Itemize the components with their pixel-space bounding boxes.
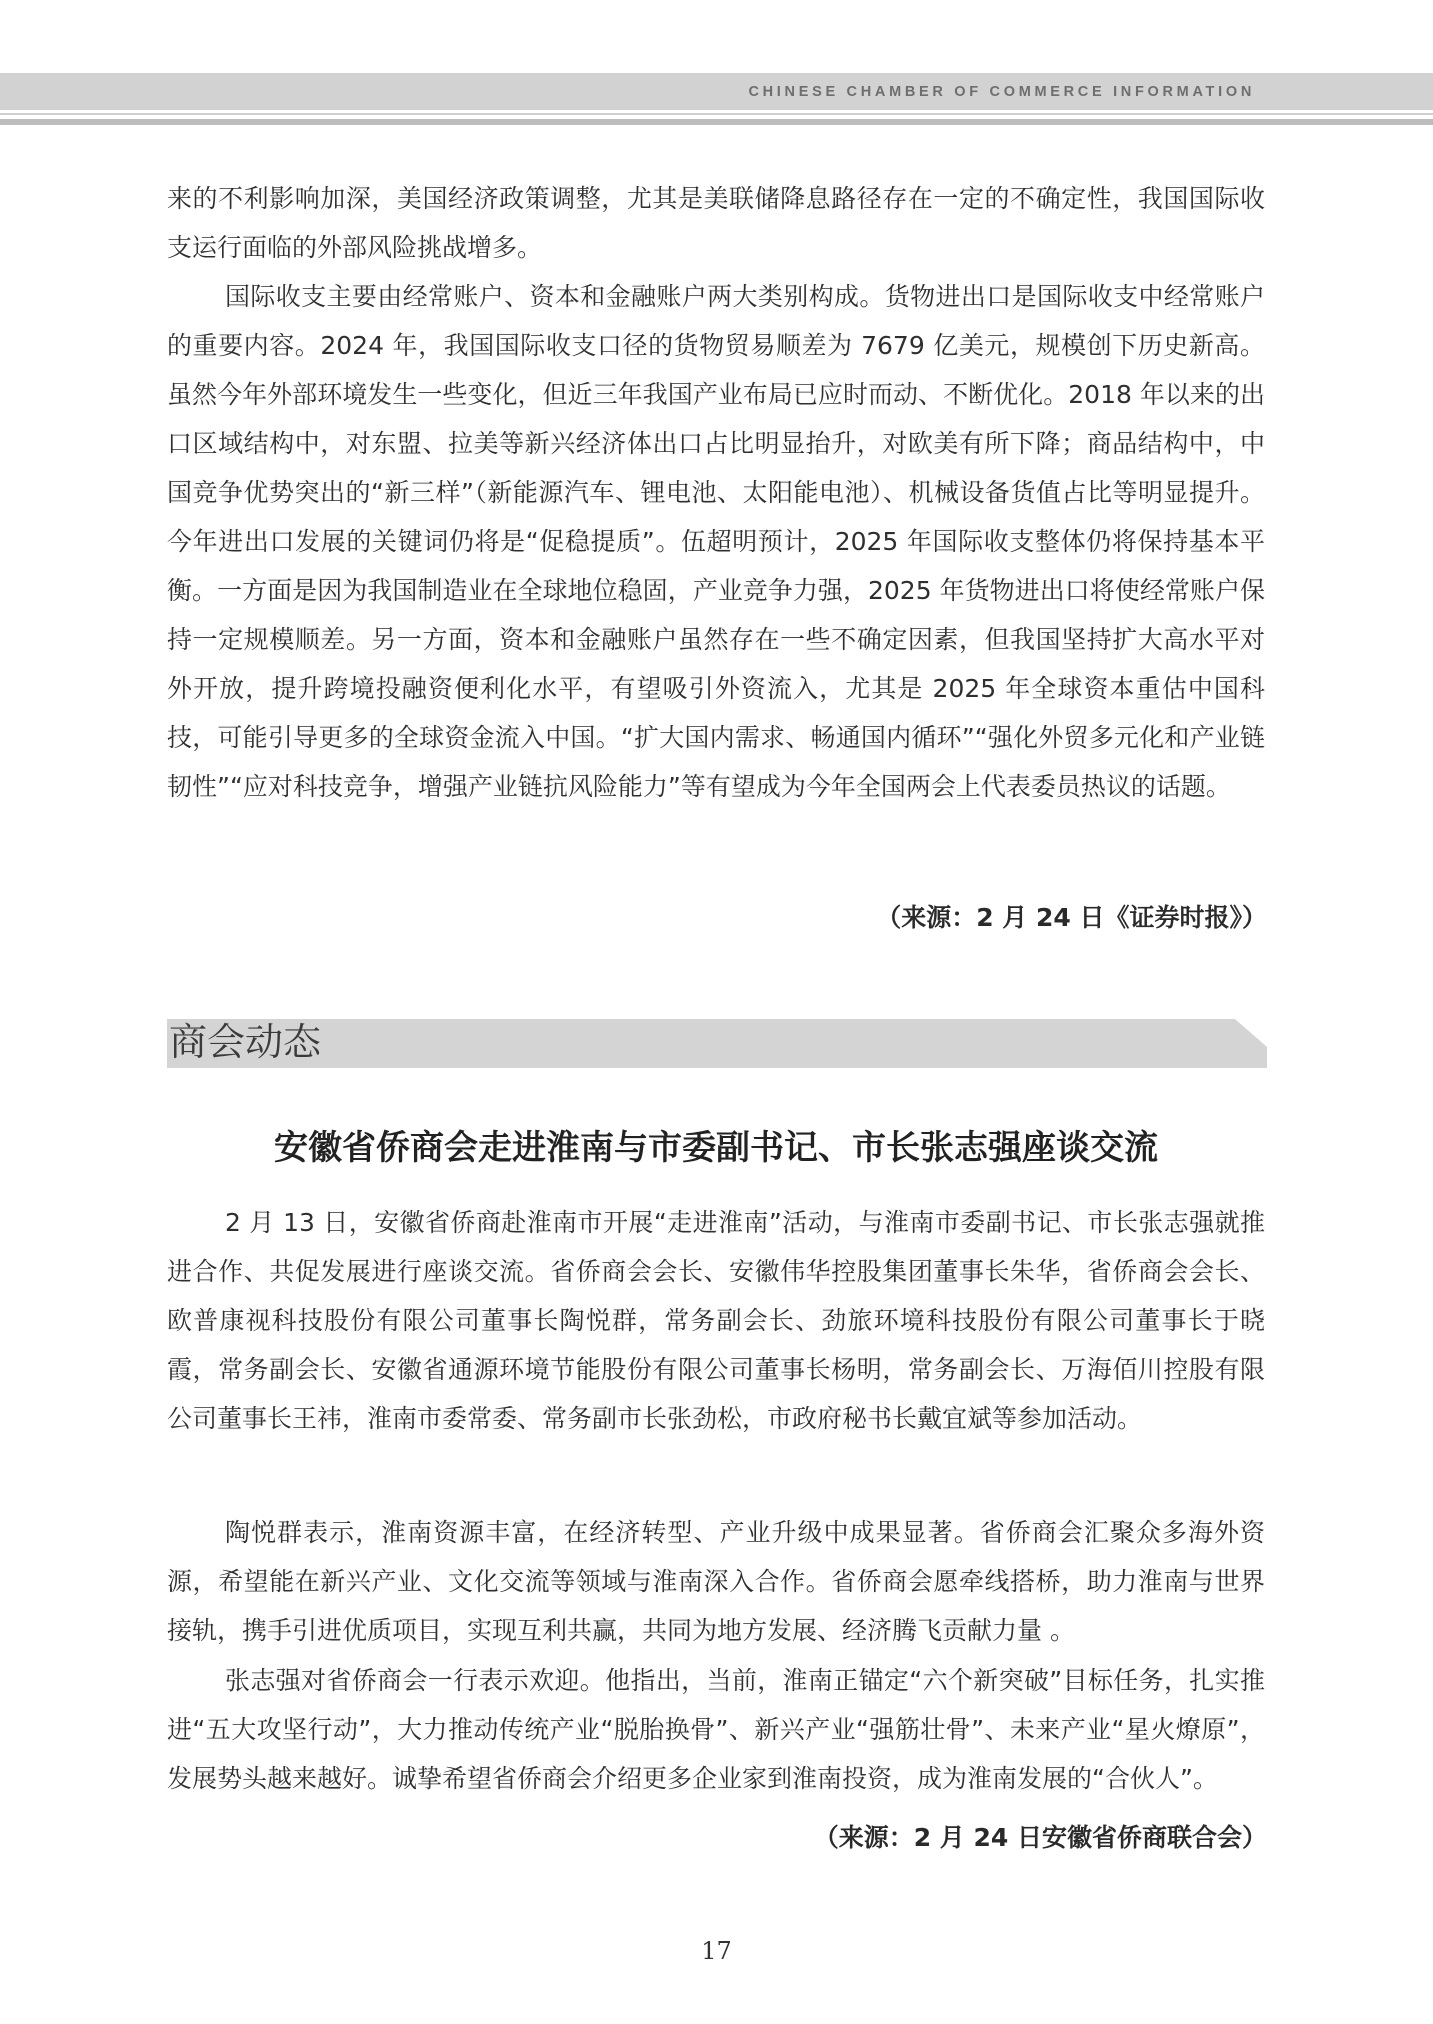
article2-source: （来源：2 月 24 日安徽省侨商联合会）	[813, 1823, 1267, 1852]
section-title: 商会动态	[169, 1020, 322, 1064]
page-number: 17	[701, 1937, 732, 1965]
article2-paragraph-2: 陶悦群表示，淮南资源丰富，在经济转型、产业升级中成果显著。省侨商会汇聚众多海外资源，希望能在新兴产业、文化交流等领域与淮南深入合作。省侨商会愿牵线搭桥，助力淮南与世界接轨，携手引进优质项目，实现互利共赢，共同为地方发展、经济腾飞贡献力量 。	[167, 1518, 1265, 1645]
section-banner	[167, 1019, 1267, 1068]
article1-paragraph-2: 国际收支主要由经常账户、资本和金融账户两大类别构成。货物进出口是国际收支中经常账户的重要内容。2024 年，我国国际收支口径的货物贸易顺差为 7679 亿美元，规模创下历史新高。虽然今年外部环境发生一些变化，但近三年我国产业布局已应时而动、不断优化。2018 年以来的出口区域结构中，对东盟、拉美等新兴经济体出口占比明显抬升，对欧美有所下降；商品结构中，中国竞争优势突出的“新三样”（新能源汽车、锂电池、太阳能电池）、机械设备货值占比等明显提升。今年进出口发展的关键词仍将是“促稳提质”。伍超明预计，2025 年国际收支整体仍将保持基本平衡。一方面是因为我国制造业在全球地位稳固，产业竞争力强，2025 年货物进出口将使经常账户保持一定规模顺差。另一方面，资本和金融账户虽然存在一些不确定因素，但我国坚持扩大高水平对外开放，提升跨境投融资便利化水平，有望吸引外资流入，尤其是 2025 年全球资本重估中国科技，可能引导更多的全球资金流入中国。“扩大国内需求、畅通国内循环”“强化外贸多元化和产业链韧性”“应对科技竞争，增强产业链抗风险能力”等有望成为今年全国两会上代表委员热议的话题。	[167, 282, 1265, 801]
article2-title: 安徽省侨商会走进淮南与市委副书记、市长张志强座谈交流	[274, 1128, 1158, 1168]
header-rule	[0, 113, 1433, 115]
article1-paragraph-1: 来的不利影响加深，美国经济政策调整，尤其是美联储降息路径存在一定的不确定性，我国国际收支运行面临的外部风险挑战增多。	[167, 184, 1265, 262]
running-head: CHINESE CHAMBER OF COMMERCE INFORMATION	[748, 84, 1255, 100]
article2-paragraph-3: 张志强对省侨商会一行表示欢迎。他指出，当前，淮南正锚定“六个新突破”目标任务，扎实推进“五大攻坚行动”，大力推动传统产业“脱胎换骨”、新兴产业“强筋壮骨”、未来产业“星火燎原”，发展势头越来越好。诚挚希望省侨商会介绍更多企业家到淮南投资，成为淮南发展的“合伙人”。	[167, 1666, 1265, 1793]
article1-source: （来源：2 月 24 日《证券时报》）	[876, 903, 1267, 932]
header-rule-thick	[0, 119, 1433, 125]
article2-paragraph-1: 2 月 13 日，安徽省侨商赴淮南市开展“走进淮南”活动，与淮南市委副书记、市长张志强就推进合作、共促发展进行座谈交流。省侨商会会长、安徽伟华控股集团董事长朱华，省侨商会会长、欧普康视科技股份有限公司董事长陶悦群，常务副会长、劲旅环境科技股份有限公司董事长于晓霞，常务副会长、安徽省通源环境节能股份有限公司董事长杨明，常务副会长、万海佰川控股有限公司董事长王祎，淮南市委常委、常务副市长张劲松，市政府秘书长戴宜斌等参加活动。	[167, 1208, 1265, 1433]
